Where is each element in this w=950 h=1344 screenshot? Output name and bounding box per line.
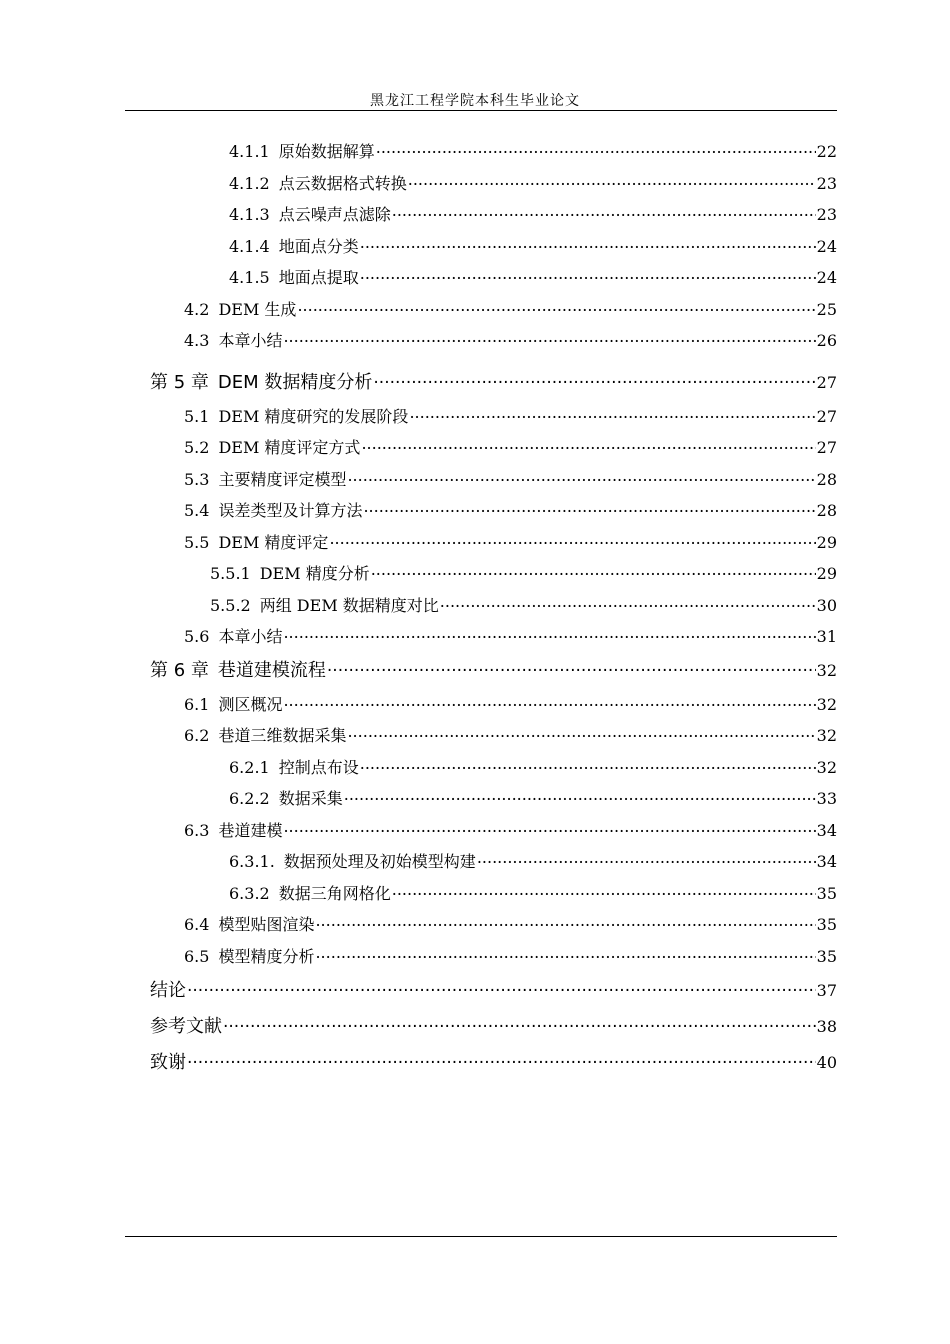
toc-page-number: 27 [816,407,837,426]
toc-dot-leader [371,563,816,579]
toc-dot-leader [187,978,816,996]
toc-entry-number: 第 5 章 [150,372,209,393]
toc-entry-title: 致谢 [150,1052,186,1073]
toc-entry-title: 误差类型及计算方法 [218,501,363,520]
toc-entry[interactable] [229,202,837,225]
toc-dot-leader [363,500,815,516]
toc-entry-title: 巷道建模流程 [217,660,326,681]
toc-dot-leader [344,788,816,804]
toc-entry-number: 4.1.5 [229,268,270,287]
toc-page-number: 32 [816,726,837,745]
toc-entry[interactable] [229,139,837,162]
toc-entry[interactable] [184,692,837,715]
toc-entry-title: 原始数据解算 [278,142,375,161]
toc-entry-number: 4.1.4 [229,237,270,256]
toc-entry[interactable] [184,624,837,647]
toc-page-number: 35 [816,884,837,903]
toc-dot-leader [409,406,815,422]
toc-entry[interactable] [150,1048,837,1074]
toc-dot-leader [329,532,815,548]
toc-entry-number: 4.1.2 [229,174,270,193]
toc-entry-title: 参考文献 [150,1016,222,1037]
toc-entry[interactable] [229,849,837,872]
toc-dot-leader [392,204,816,220]
running-header: 黑龙江工程学院本科生毕业论文 [370,93,580,109]
toc-entry-title: 主要精度评定模型 [218,470,347,489]
toc-page-number: 23 [816,174,837,193]
toc-entry-title: DEM 精度评定 [218,533,329,552]
toc-entry[interactable] [229,881,837,904]
toc-entry[interactable] [210,593,837,616]
toc-dot-leader [440,595,816,611]
toc-page-number: 35 [816,915,837,934]
toc-page-number: 24 [816,237,837,256]
toc-entry-title: 模型贴图渲染 [218,915,315,934]
toc-entry-number: 5.5 [184,533,210,552]
toc-entry[interactable] [150,1012,837,1038]
toc-entry-number: 6.5 [184,947,210,966]
toc-entry[interactable] [184,328,837,351]
toc-entry[interactable] [184,297,837,320]
toc-page-number: 32 [816,661,837,680]
toc-page-number: 28 [816,501,837,520]
toc-dot-leader [327,658,816,676]
header-rule [125,110,837,111]
toc-entry[interactable] [229,755,837,778]
toc-entry-title: 点云噪声点滤除 [278,205,391,224]
toc-dot-leader [283,330,815,346]
toc-page-number: 35 [816,947,837,966]
toc-dot-leader [283,626,815,642]
toc-page-number: 24 [816,268,837,287]
toc-entry-number: 6.2 [184,726,210,745]
toc-entry[interactable] [184,498,837,521]
toc-dot-leader [376,141,816,157]
toc-entry-number: 6.3.2 [229,884,270,903]
toc-entry-title: DEM 精度研究的发展阶段 [218,407,409,426]
toc-entry[interactable] [184,723,837,746]
toc-dot-leader [477,851,816,867]
toc-dot-leader [361,437,815,453]
toc-page-number: 31 [816,627,837,646]
toc-entry-title: 控制点布设 [278,758,359,777]
toc-page-number: 29 [816,533,837,552]
toc-entry-number: 5.5.1 [210,564,251,583]
toc-entry-title: 地面点分类 [278,237,359,256]
toc-entry[interactable] [184,944,837,967]
toc-entry-number: 6.1 [184,695,210,714]
toc-page-number: 32 [816,758,837,777]
toc-entry-number: 4.3 [184,331,210,350]
toc-dot-leader [392,883,816,899]
toc-entry[interactable] [229,786,837,809]
toc-page-number: 40 [816,1053,837,1072]
toc-entry-title: 模型精度分析 [218,947,315,966]
toc-entry[interactable] [184,912,837,935]
toc-dot-leader [360,267,816,283]
toc-entry-number: 6.2.1 [229,758,270,777]
toc-entry-title: 数据三角网格化 [278,884,391,903]
toc-entry-title: 数据预处理及初始模型构建 [283,852,476,871]
toc-entry[interactable] [184,467,837,490]
toc-entry[interactable] [150,976,837,1002]
toc-page-number: 25 [816,300,837,319]
toc-entry-number: 4.2 [184,300,210,319]
toc-dot-leader [283,694,815,710]
toc-page-number: 34 [816,852,837,871]
toc-entry-title: 本章小结 [218,627,283,646]
toc-entry-number: 5.3 [184,470,210,489]
toc-dot-leader [315,946,815,962]
toc-entry-title: 点云数据格式转换 [278,174,407,193]
toc-entry-title: DEM 精度评定方式 [218,438,361,457]
toc-entry-title: 结论 [150,980,186,1001]
toc-page-number: 37 [816,981,837,1000]
toc-entry[interactable] [184,404,837,427]
toc-page-number: 27 [816,438,837,457]
toc-entry-title: 本章小结 [218,331,283,350]
toc-entry-number: 6.3.1. [229,852,275,871]
toc-dot-leader [360,757,816,773]
toc-entry-title: DEM 数据精度分析 [217,372,373,393]
toc-entry-number: 第 6 章 [150,660,209,681]
toc-dot-leader [187,1050,816,1068]
toc-dot-leader [360,236,816,252]
toc-entry-number: 6.2.2 [229,789,270,808]
toc-entry-title: 数据采集 [278,789,343,808]
toc-entry-title: DEM 生成 [218,300,297,319]
toc-dot-leader [297,299,815,315]
toc-entry-number: 4.1.1 [229,142,270,161]
toc-dot-leader [315,914,815,930]
toc-page-number: 30 [816,596,837,615]
toc-entry[interactable] [229,234,837,257]
toc-entry[interactable] [184,435,837,458]
toc-entry-title: DEM 精度分析 [259,564,370,583]
toc-page-number: 38 [816,1017,837,1036]
toc-entry[interactable] [229,171,837,194]
toc-dot-leader [373,370,815,388]
toc-entry[interactable] [184,818,837,841]
toc-entry-number: 5.6 [184,627,210,646]
toc-entry-number: 4.1.3 [229,205,270,224]
toc-entry-number: 5.5.2 [210,596,251,615]
toc-page-number: 22 [816,142,837,161]
toc-page-number: 28 [816,470,837,489]
toc-page-number: 33 [816,789,837,808]
toc-entry-number: 6.3 [184,821,210,840]
toc-page-number: 29 [816,564,837,583]
toc-entry-title: 地面点提取 [278,268,359,287]
toc-entry-title: 测区概况 [218,695,283,714]
toc-dot-leader [223,1014,816,1032]
toc-page-number: 34 [816,821,837,840]
toc-entry-title: 巷道建模 [218,821,283,840]
toc-dot-leader [408,173,816,189]
footer-rule [125,1236,837,1237]
toc-page-number: 27 [816,373,837,392]
toc-entry[interactable] [210,561,837,584]
toc-entry[interactable] [150,656,837,682]
toc-entry-number: 5.1 [184,407,210,426]
toc-dot-leader [347,725,815,741]
toc-dot-leader [283,820,815,836]
toc-page-number: 32 [816,695,837,714]
toc-entry-title: 两组 DEM 数据精度对比 [259,596,439,615]
toc-entry-number: 6.4 [184,915,210,934]
toc-page-number: 26 [816,331,837,350]
toc-entry-number: 5.2 [184,438,210,457]
toc-entry[interactable] [184,530,837,553]
toc-entry[interactable] [150,368,837,394]
toc-entry-title: 巷道三维数据采集 [218,726,347,745]
toc-page-number: 23 [816,205,837,224]
toc-dot-leader [347,469,815,485]
toc-entry-number: 5.4 [184,501,210,520]
toc-entry[interactable] [229,265,837,288]
